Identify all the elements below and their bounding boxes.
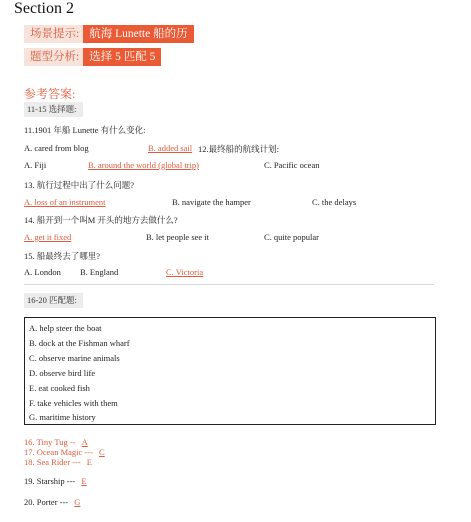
q14-option-b: B. let people see it xyxy=(146,232,210,242)
question-type-value: 选择 5 匹配 5 xyxy=(83,48,161,66)
match-item-19 xyxy=(24,476,87,486)
q11-text: 11.1901 年船 Lunette 有什么变化: xyxy=(24,125,146,135)
match-item-20 xyxy=(24,497,80,507)
section-title: Section 2 xyxy=(14,0,74,17)
match-option: C. observe marine animals xyxy=(29,353,120,363)
match-item-18 xyxy=(24,457,92,467)
scene-hint-value: 航海 Lunette 船的历 xyxy=(83,25,193,43)
match-label: 18. Sea Rider --- xyxy=(24,457,81,467)
q11-option-a: A. cared from blog xyxy=(24,143,89,153)
scene-hint-label: 场景提示: xyxy=(30,28,80,40)
q12-text: 12.最终船的航线计划: xyxy=(198,144,279,154)
q15-text: 15. 船最终去了哪里? xyxy=(24,251,101,261)
match-option: E. eat cooked fish xyxy=(29,383,90,393)
match-options-box xyxy=(24,317,436,425)
match-item-17 xyxy=(24,447,105,457)
q14-answer: A. get it fixed xyxy=(24,232,72,242)
q15-option-b: B. England xyxy=(80,267,119,277)
q15-answer: C. Victoria xyxy=(166,267,204,277)
match-option: A. help steer the boat xyxy=(29,323,102,333)
mc-section-band: 11-15 选择题: xyxy=(24,102,83,117)
q13-option-b: B. navigate the hamper xyxy=(172,197,251,207)
q14-text: 14. 船开到一个叫M 开头的地方去做什么? xyxy=(24,215,178,225)
q12-option-a: A. Fiji xyxy=(24,160,47,170)
match-answer: A xyxy=(81,437,88,447)
match-answer: E xyxy=(81,476,87,486)
match-option: F. take vehicles with them xyxy=(29,398,118,408)
reference-answer-heading: 参考答案: xyxy=(24,87,76,101)
q13-option-c: C. the delays xyxy=(312,197,357,207)
match-section-band: 16-20 匹配题: xyxy=(24,293,83,308)
q12-answer: B. around the world (global trip) xyxy=(88,160,199,170)
match-item-16 xyxy=(24,437,88,447)
match-option: G. maritime history xyxy=(29,412,96,422)
match-label: 16. Tiny Tug -- xyxy=(24,437,76,447)
match-answer: C xyxy=(99,447,105,457)
match-answer: G xyxy=(74,497,81,507)
match-answer: E xyxy=(86,457,92,467)
q13-text: 13. 航行过程中出了什么问题? xyxy=(24,180,135,190)
match-option: D. observe bird life xyxy=(29,368,96,378)
match-option: B. dock at the Fishman wharf xyxy=(29,338,130,348)
match-label: 20. Porter --- xyxy=(24,497,69,507)
scene-hint xyxy=(24,25,194,43)
q12-option-c: C. Pacific ocean xyxy=(264,160,320,170)
q15-option-a: A. London xyxy=(24,267,61,277)
match-label: 17. Ocean Magic --- xyxy=(24,447,93,457)
question-type xyxy=(24,48,158,66)
question-type-label: 题型分析: xyxy=(30,51,80,63)
divider xyxy=(24,284,434,285)
q13-answer: A. loss of an instrument xyxy=(24,197,106,207)
match-label: 19. Starship --- xyxy=(24,476,76,486)
q11-answer: B. added sail xyxy=(148,143,193,153)
q14-option-c: C. quite popular xyxy=(264,232,320,242)
